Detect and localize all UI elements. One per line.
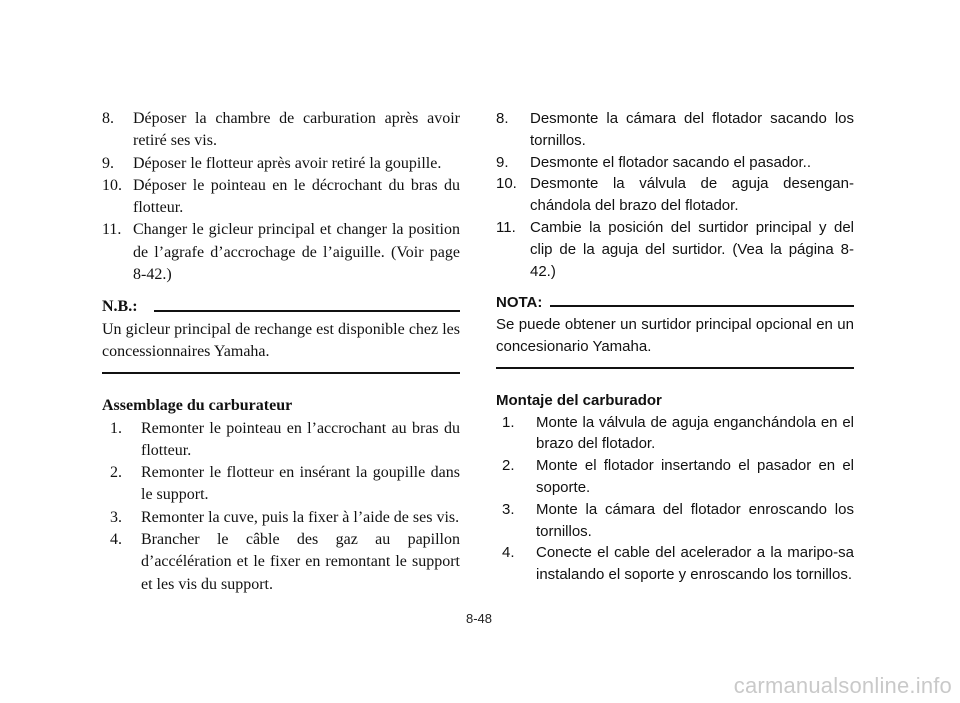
list-item: 3. Monte la cámara del flotador enroscando los tornillos. xyxy=(502,500,854,540)
french-assembly-steps xyxy=(102,418,460,596)
french-disassembly-steps xyxy=(102,108,460,286)
spanish-column xyxy=(496,108,854,586)
list-item: 2. Remonter le flotteur en insérant la goupille dans le support. xyxy=(110,464,460,504)
note-end-rule xyxy=(496,367,854,369)
section-title: Montaje del carburador xyxy=(496,391,662,409)
note-heading xyxy=(102,296,460,318)
note-heading xyxy=(496,292,854,314)
list-item: 10. Desmonte la válvula de aguja desengan-chándola del brazo del flotador. xyxy=(496,175,854,215)
list-item: 2. Monte el flotador insertando el pasador en el soporte. xyxy=(502,457,854,496)
note-text: Se puede obtener un surtidor principal opcional en un concesionario Yamaha. xyxy=(496,316,854,355)
list-item: 1. Monte la válvula de aguja enganchándola en el brazo del flotador. xyxy=(502,413,854,453)
list-item: 11. Changer le gicleur principal et changer la position de l’agrafe d’accrochage de l’aiguille. (Voir page 8-42.) xyxy=(102,221,460,284)
list-item: 8. Desmonte la cámara del flotador sacando los tornillos. xyxy=(496,110,854,149)
page-number: 8-48 xyxy=(466,611,493,626)
note-end-rule xyxy=(102,372,460,374)
list-item: 4. Brancher le câble des gaz au papillon d’accélération et le fixer en remontant le support et les vis du support. xyxy=(110,531,460,593)
list-item: 9. Desmonte el flotador sacando el pasador.. xyxy=(496,153,812,171)
note-rule xyxy=(550,305,854,307)
list-item: 9. Déposer le flotteur après avoir retiré la goupille. xyxy=(102,154,442,172)
list-item: 3. Remonter la cuve, puis la fixer à l’aide de ses vis. xyxy=(110,508,460,526)
list-item: 11. Cambie la posición del surtidor principal y del clip de la aguja del surtidor. (Vea la página 8-42.) xyxy=(496,218,854,280)
list-item: 4. Conecte el cable del acelerador a la maripo-sa instalando el soporte y enroscando los tornillos. xyxy=(502,544,854,584)
watermark: carmanualsonline.info xyxy=(733,673,952,698)
list-item: 1. Remonter le pointeau en l’accrochant au bras du flotteur. xyxy=(110,419,460,459)
list-item: 8. Déposer la chambre de carburation après avoir retiré ses vis. xyxy=(102,110,460,150)
list-item: 10. Déposer le pointeau en le décrochant du bras du flotteur. xyxy=(102,176,460,217)
section-title: Assemblage du carburateur xyxy=(102,397,293,415)
note-rule xyxy=(154,310,460,312)
note-label: N.B.: xyxy=(102,298,138,316)
spanish-assembly-steps xyxy=(496,412,854,586)
note-text: Un gicleur principal de rechange est disponible chez les concessionnaires Yamaha. xyxy=(102,320,460,360)
french-column xyxy=(102,108,460,596)
spanish-disassembly-steps xyxy=(496,108,854,282)
note-label: NOTA: xyxy=(496,294,543,312)
